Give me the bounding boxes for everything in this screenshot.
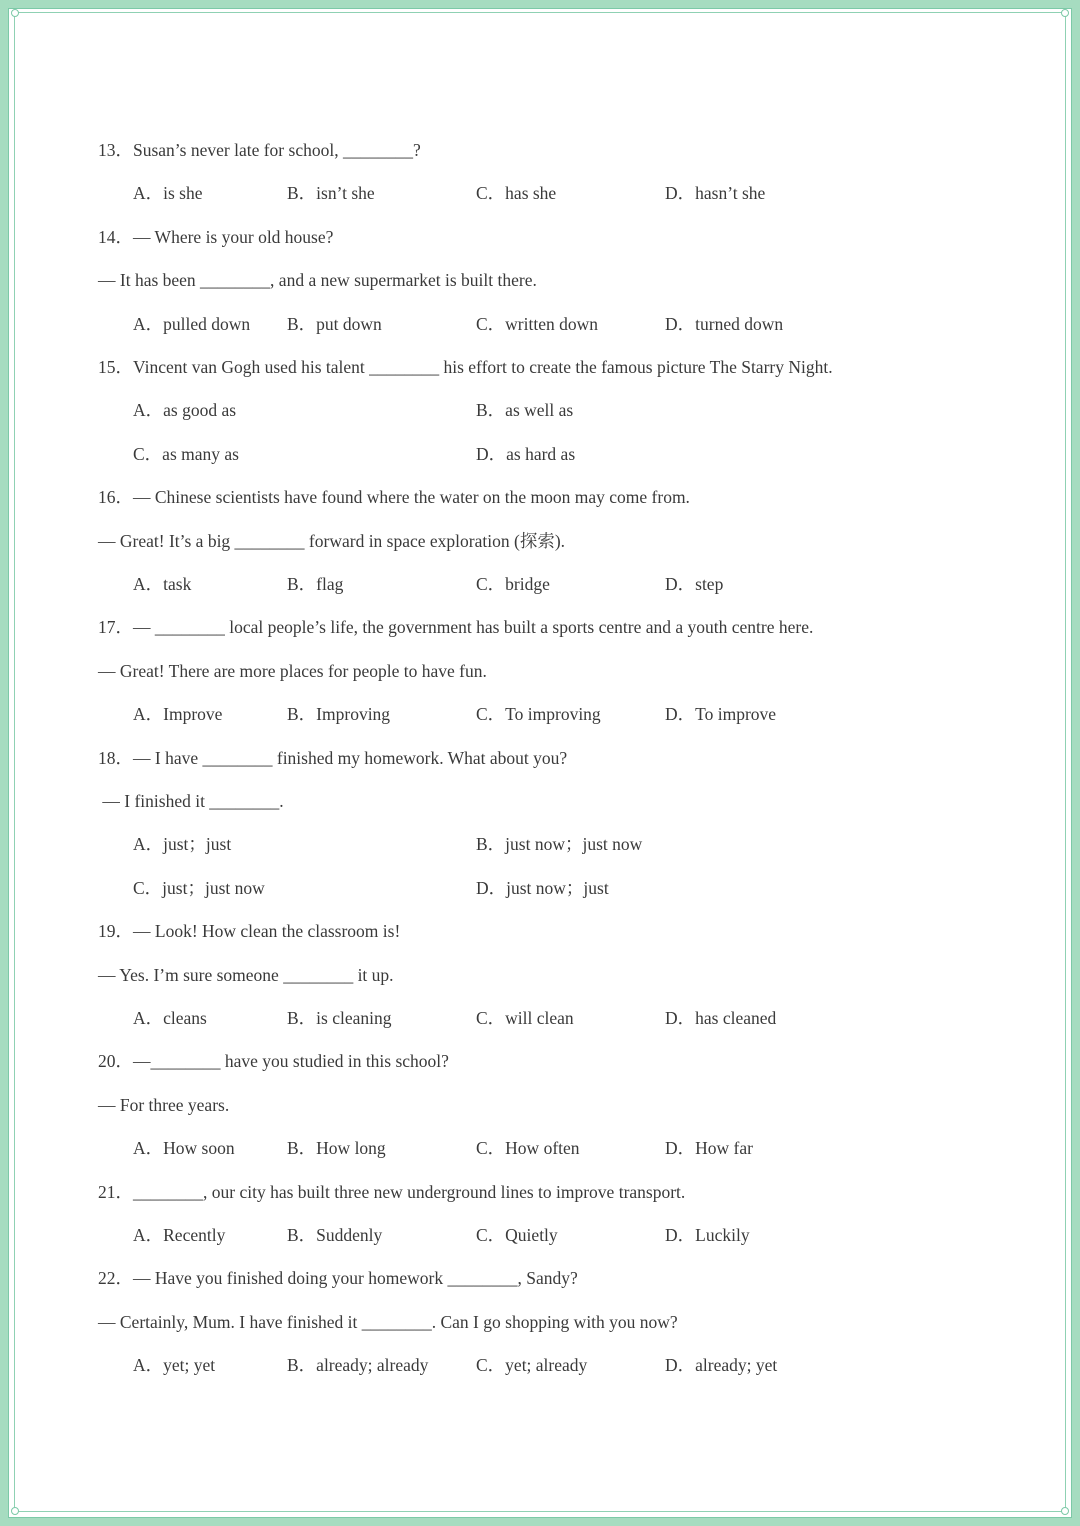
answer-option: A．is she [133, 183, 203, 203]
answer-option: A．cleans [133, 1008, 207, 1028]
answer-option: D．Luckily [665, 1225, 750, 1245]
question-line: — It has been ________, and a new supermarket is built there. [98, 270, 537, 290]
answer-option: D．just now；just [476, 878, 609, 898]
question-line: 16．— Chinese scientists have found where the water on the moon may come from. [98, 487, 690, 507]
answer-option: B．flag [287, 574, 344, 594]
answer-option: B．already; already [287, 1355, 429, 1375]
question-line: 14．— Where is your old house? [98, 227, 334, 247]
answer-option: B．Improving [287, 704, 391, 724]
answer-option: C．has she [476, 183, 557, 203]
answer-option: B．isn’t she [287, 183, 375, 203]
question-line: — I finished it ________. [98, 791, 284, 811]
question-line: — Great! It’s a big ________ forward in space exploration (探索). [98, 531, 566, 551]
question-line: — Yes. I’m sure someone ________ it up. [98, 965, 394, 985]
question-line: — Great! There are more places for people to have fun. [98, 661, 487, 681]
answer-option: C．To improving [476, 704, 601, 724]
answer-option: A．Improve [133, 704, 223, 724]
answer-option: C．Quietly [476, 1225, 558, 1245]
answer-option: C．as many as [133, 444, 239, 464]
question-line: 22．— Have you finished doing your homework ________, Sandy? [98, 1268, 578, 1288]
answer-option: A．Recently [133, 1225, 226, 1245]
answer-option: D．hasn’t she [665, 183, 766, 203]
answer-option: D．How far [665, 1138, 753, 1158]
answer-option: B．just now；just now [476, 834, 643, 854]
answer-option: D．already; yet [665, 1355, 778, 1375]
answer-option: C．just；just now [133, 878, 265, 898]
question-line: 18．— I have ________ finished my homework. What about you? [98, 748, 568, 768]
question-line: 21．________, our city has built three new underground lines to improve transport. [98, 1182, 686, 1202]
question-line: 17．— ________ local people’s life, the government has built a sports centre and a youth centre here. [98, 617, 814, 637]
question-line: — For three years. [98, 1095, 230, 1115]
answer-option: D．as hard as [476, 444, 576, 464]
answer-option: D．To improve [665, 704, 777, 724]
question-line: 15．Vincent van Gogh used his talent ________ his effort to create the famous picture The Starry Night. [98, 357, 833, 377]
answer-option: B．as well as [476, 400, 574, 420]
answer-option: B．is cleaning [287, 1008, 392, 1028]
answer-option: A．pulled down [133, 314, 251, 334]
corner-ornament [11, 1507, 19, 1515]
corner-ornament [11, 9, 19, 17]
answer-option: A．task [133, 574, 192, 594]
answer-option: B．How long [287, 1138, 386, 1158]
answer-option: A．yet; yet [133, 1355, 216, 1375]
question-line: 19．— Look! How clean the classroom is! [98, 921, 401, 941]
question-line: — Certainly, Mum. I have finished it ________. Can I go shopping with you now? [98, 1312, 678, 1332]
answer-option: B．put down [287, 314, 382, 334]
question-line: 13．Susan’s never late for school, ________? [98, 140, 421, 160]
answer-option: A．just；just [133, 834, 232, 854]
answer-option: C．bridge [476, 574, 550, 594]
answer-option: B．Suddenly [287, 1225, 383, 1245]
question-line: 20．—________ have you studied in this school? [98, 1051, 449, 1071]
corner-ornament [1061, 1507, 1069, 1515]
answer-option: C．written down [476, 314, 599, 334]
corner-ornament [1061, 9, 1069, 17]
answer-option: C．will clean [476, 1008, 574, 1028]
answer-option: D．turned down [665, 314, 784, 334]
answer-option: C．yet; already [476, 1355, 588, 1375]
answer-option: A．How soon [133, 1138, 235, 1158]
answer-option: D．has cleaned [665, 1008, 777, 1028]
answer-option: A．as good as [133, 400, 237, 420]
answer-option: C．How often [476, 1138, 580, 1158]
answer-option: D．step [665, 574, 724, 594]
